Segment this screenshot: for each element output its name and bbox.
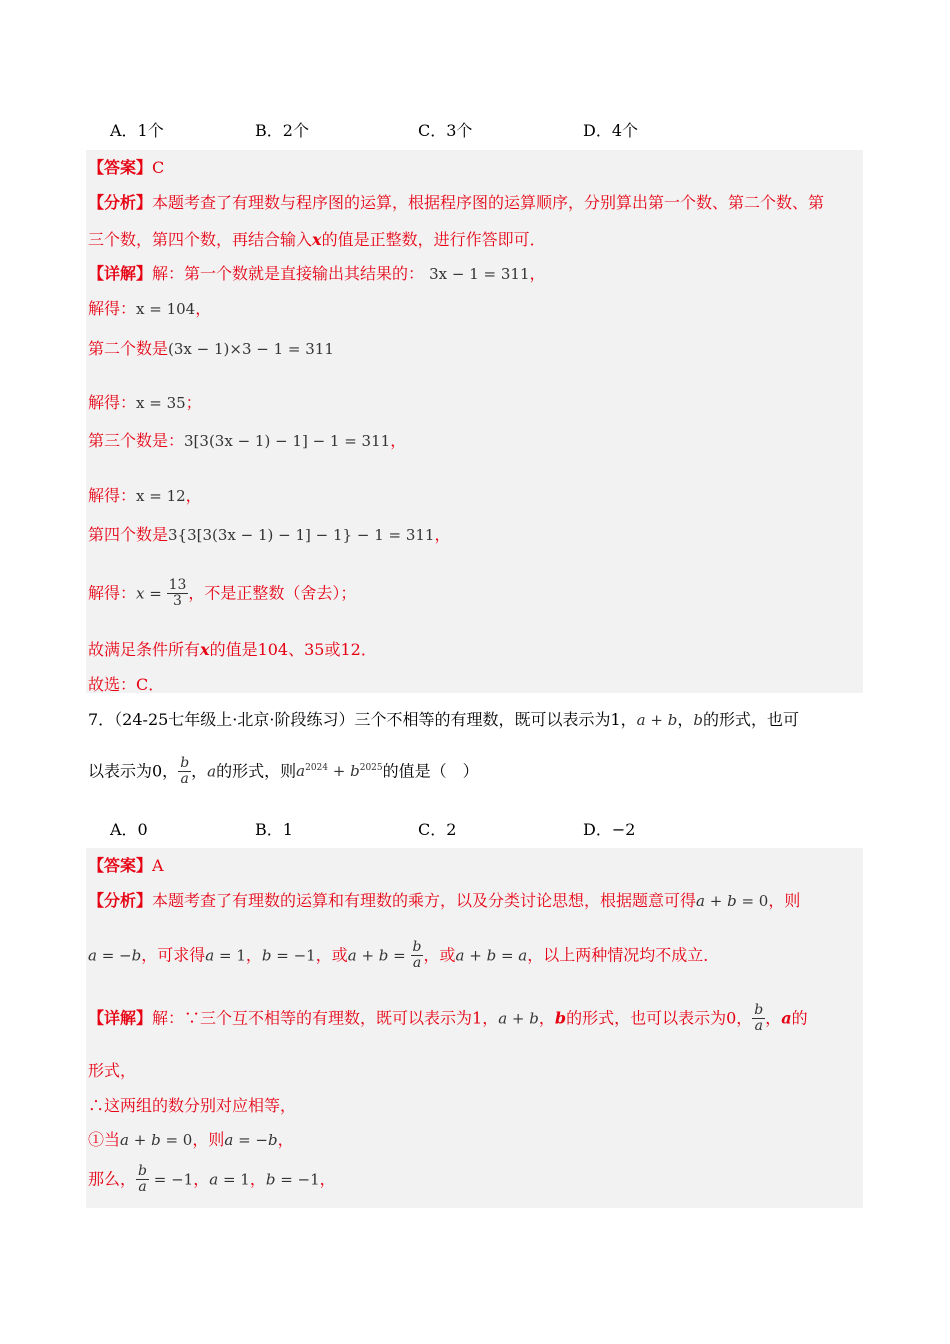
analysis-text-b: 的值是正整数，进行作答即可． xyxy=(321,230,546,249)
q7-option-c: C．2 xyxy=(418,820,457,839)
q6-conclusion: 故满足条件所有x的值是104、35或12． xyxy=(88,640,377,659)
analysis-text-a: 三个数，第四个数，再结合输入 xyxy=(88,230,313,249)
q6-option-c: C．3个 xyxy=(418,121,473,140)
q6-fourth: 第四个数是3{3[3(3x − 1) − 1] − 1} − 1 = 311， xyxy=(88,525,451,544)
answer-value: C xyxy=(152,158,165,177)
q7-option-b: B．1 xyxy=(255,820,293,839)
q6-option-b: B．2个 xyxy=(255,121,309,140)
eq4: 3{3[3(3x − 1) − 1] − 1} − 1 = 311 xyxy=(168,526,435,544)
eq2: (3x − 1)×3 − 1 = 311 xyxy=(168,340,334,358)
q7-option-a: A．0 xyxy=(110,820,148,839)
res3: x = 12 xyxy=(136,487,186,505)
fourth-label: 第四个数是 xyxy=(88,525,169,544)
second-label: 第二个数是 xyxy=(88,339,169,358)
q6-analysis-l2: 三个数，第四个数，再结合输入x的值是正整数，进行作答即可． xyxy=(88,230,546,249)
q6-res3: 解得：x = 12， xyxy=(88,486,202,505)
q6-third: 第三个数是：3[3(3x − 1) − 1] − 1 = 311， xyxy=(88,431,407,450)
q6-analysis-l1 xyxy=(88,190,824,213)
answer-tag: 【答案】 xyxy=(88,158,153,177)
solve-label: 解得： xyxy=(88,299,137,318)
res4-fraction: $\frac{13}{3}$ xyxy=(168,577,187,610)
detail-tag: 【详解】 xyxy=(88,264,153,283)
q7-stem-l2: 以表示为0， $\frac{b}{a}$ ，a的形式，则$a^{2024} + b^{2025}$的值是（ ） xyxy=(88,755,479,788)
res2: x = 35 xyxy=(136,394,186,412)
q7-detail-l1: 【详解】解：∵三个互不相等的有理数，既可以表示为1，a + b，b的形式，也可以表示为0， $\frac{b}{a}$ ，a的 xyxy=(88,1002,808,1035)
q7-detail-l3: ∴这两组的数分别对应相等， xyxy=(88,1096,297,1115)
q6-second xyxy=(88,336,334,359)
eq3: 3[3(3x − 1) − 1] − 1 = 311 xyxy=(184,432,391,450)
solve-label: 解得： xyxy=(88,486,137,505)
q7-detail-l2: 形式， xyxy=(88,1061,137,1080)
q7-option-d: D．−2 xyxy=(583,820,636,839)
q7-detail-l5: 那么， $\frac{b}{a}$ = −1，a = 1，b = −1， xyxy=(88,1163,336,1196)
third-label: 第三个数是： xyxy=(88,431,185,450)
q7-analysis-l2: a = −b，可求得a = 1，b = −1，或a + b = $\frac{b}{a}$ ，或a + b = a，以上两种情况均不成立． xyxy=(88,939,720,972)
q6-answer xyxy=(88,155,164,178)
analysis-tag: 【分析】 xyxy=(88,193,153,212)
eq1: 3x − 1 = 311 xyxy=(429,265,530,283)
q6-detail-l1: 【详解】解：第一个数就是直接输出其结果的： 3x − 1 = 311， xyxy=(88,264,546,283)
q7-answer: 【答案】A xyxy=(88,856,164,875)
analysis-text: 本题考查了有理数与程序图的运算，根据程序图的运算顺序，分别算出第一个数、第二个数、第 xyxy=(152,193,825,212)
q6-choose: 故选：C． xyxy=(88,675,165,694)
q6-res2: 解得：x = 35； xyxy=(88,393,202,412)
res1: x = 104 xyxy=(136,300,196,318)
detail-text: 解：第一个数就是直接输出其结果的： xyxy=(152,264,425,283)
solve-label: 解得： xyxy=(88,583,137,603)
q7-detail-l4: ①当a + b = 0，则a = −b， xyxy=(88,1130,294,1149)
res4-note: ，不是正整数（舍去）； xyxy=(188,583,357,603)
q7-stem-l1: 7．（24-25七年级上·北京·阶段练习）三个不相等的有理数，既可以表示为1，a + b，b的形式，也可 xyxy=(88,710,799,729)
solve-label: 解得： xyxy=(88,393,137,412)
q6-res1: 解得：x = 104， xyxy=(88,299,212,318)
q6-option-a: A．1个 xyxy=(110,121,164,140)
q7-analysis-l1: 【分析】本题考查了有理数的运算和有理数的乘方，以及分类讨论思想，根据题意可得a + b = 0，则 xyxy=(88,891,801,910)
q6-res4: 解得：x = $\frac{13}{3}$ ，不是正整数（舍去）； xyxy=(88,577,357,610)
q6-option-d: D．4个 xyxy=(583,121,639,140)
